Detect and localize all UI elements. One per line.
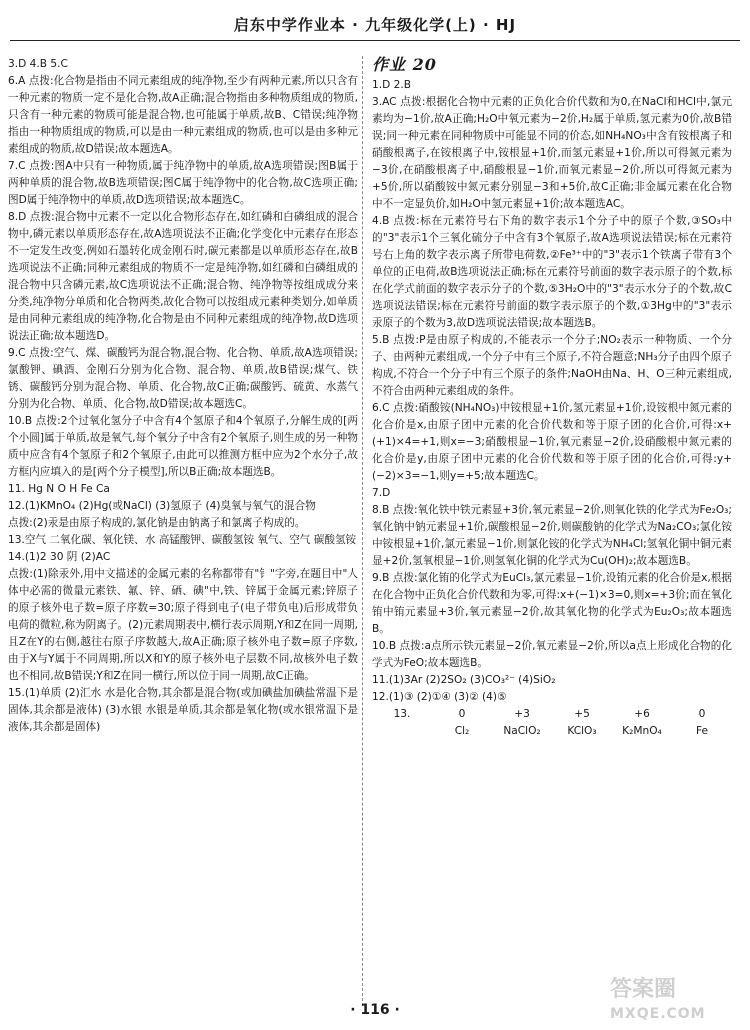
q13-label: 13. [393,708,411,720]
page-number: · 116 · [350,1002,400,1018]
answer-line: 12.(1)③ (2)①④ (3)② (4)⑤ [372,691,507,703]
chemical-formula: KClO₃ [567,725,597,737]
oxidation-state: 0 [458,708,466,720]
section-title: 作业 20 [372,56,437,74]
answer-line: 13.空气 二氧化碳、氧化镁、水 高锰酸钾、碳酸氢铵 氧气、空气 碳酸氢铵 [8,534,357,546]
answer-line: 3.D 4.B 5.C [8,58,68,70]
watermark-text: 答案圈 [610,977,677,1002]
answer-line: 5.B 点拨:P是由原子构成的,不能表示一个分子;NO₂表示一种物质、一个分子、由两种元素组成,一个分子中有三个原子,不符合题意;NH₃分子由四个原子构成,不符合一个分子中有三个原子的条件;NaOH由Na、H、O三种元素组成,不符合由两种元素组成的条件。 [372,334,732,397]
chemical-formula: Fe [695,725,709,737]
chemical-formula: NaClO₂ [503,725,541,737]
oxidation-state: +5 [574,708,590,720]
answer-line: 7.D [372,487,391,499]
answer-line: 3.AC 点拨:根据化合物中元素的正负化合价代数和为0,在NaCl和HCl中,氯元素均为−1价,故A正确;H₂O中氧元素为−2价,H₂属于单质,氢元素为0价,故B错误;同一种元素在同种物质中可能显不同的价态,如NH₄NO₃中含有铵根离子和硝酸根离子,在铵根离子中,铵根显+1价,而氢元素显+1价,所以可得氮元素为−3价,在硝酸根离子中,硝酸根显−1价,而氧元素显−2价,所以可得氮元素为+5价,所以硝酸铵中氮元素分别显−3和+5价,故C正确;非金属元素在化合物中不一定显负价,如H₂O中氢元素显+1价;故本题选AC。 [372,96,732,210]
watermark-url: MXQE.COM [610,1006,706,1022]
answer-line: 11.(1)3Ar (2)2SO₂ (3)CO₃²⁻ (4)Si̇O₂ [372,674,556,686]
answer-line: 8.B 点拨:氧化铁中铁元素显+3价,氧元素显−2价,则氧化铁的化学式为Fe₂O₃;氧化钠中钠元素显+1价,碳酸根显−2价,则碳酸钠的化学式为Na₂CO₃;氯化铵中铵根显+1价,氯元素显−1价,则氯化铵的化学式为NH₄Cl;氢氧化铜中铜元素显+2价,氢氧根显−1价,则氢氧化铜的化学式为Cu(OH)₂;故本题选B。 [372,504,732,567]
oxidation-state: 0 [698,708,706,720]
answer-line: 10.B 点拨:a点所示铁元素显−2价,氧元素显−2价,所以a点上形成化合物的化学式为FeO;故本题选B。 [372,640,732,669]
answer-line: 4.B 点拨:标在元素符号右下角的数字表示1个分子中的原子个数,③SO₃中的"3"表示1个三氧化硫分子中含有3个氧原子,故A选项说法错误;标在元素符号右上角的数字表示离子所带电荷数,②Fe³⁺中的"3"表示1个铁离子带有3个单位的正电荷,故B选项说法正确;标在元素符号前面的数字表示原子的个数,标在化学式前面的数字表示分子的个数,⑤3H₂O中的"3"表示水分子的个数,故C选项说法错误;标在元素符号前面的数字表示原子的个数,①3Hg中的"3"表示汞原子的个数为3,故D选项说法错误;故本题选B。 [372,215,732,329]
answer-line: 6.C 点拨:硝酸铵(NH₄NO₃)中铵根显+1价,氢元素显+1价,设铵根中氮元素的化合价是x,由原子团中元素的化合价代数和等于原子团的化合价,可得:x+(+1)×4=+1,则x=−3;硝酸根显−1价,氧元素显−2价,设硝酸根中氮元素的化合价是y,由原子团中元素的化合价代数和等于原子团的化合价,可得:y+(−2)×3=−1,则y=+5;故本题选C。 [372,402,732,482]
q13-block [372,706,732,740]
chemical-formula: K₂MnO₄ [622,725,662,737]
oxidation-state: +6 [634,708,650,720]
answer-line: 9.B 点拨:氯化铕的化学式为EuCl₃,氯元素显−1价,设铕元素的化合价是x,根据在化合物中正负化合价代数和为零,可得:x+(−1)×3=0,则x=+3价;而在氧化铕中铕元素显+3价,氧元素显−2价,故其氧化物的化学式为Eu₂O₃;故本题选B。 [372,572,732,635]
answer-line: 14.(1)2 30 阴 (2)AC [8,551,111,563]
answer-line: 6.A 点拨:化合物是指由不同元素组成的纯净物,至少有两种元素,所以只含有一种元素的物质一定不是化合物,故A正确;混合物指由多种物质组成的物质,只含有一种元素的物质可能是混合物,也可能属于单质,故B、C错误;纯净物指由一种物质组成的物质,可以是由一种元素组成的物质,也可以是由多种元素组成的物质,故D错误;故本题选A。 [8,75,358,155]
right-column [372,56,732,1006]
column-divider [362,56,363,1006]
answer-line: 点拨:(2)汞是由原子构成的,氯化钠是由钠离子和氯离子构成的。 [8,517,306,529]
header-rule [10,40,740,41]
page-header [0,0,750,48]
answer-line: 点拨:(1)除汞外,用中文描述的金属元素的名称都带有"钅"字旁,在题目中"人体中必需的微量元素铁、氟、锌、硒、碘"中,铁、锌属于金属元素;锌原子的原子核外电子数=原子序数=30;原子得到电子(电子带负电)后形成带负电荷的微粒,称为阴离子。(2)元素周期表中,横行表示周期,Y和Z在同一周期,且Z在Y的右侧,越往右原子序数越大,故A正确;原子核外电子数=原子序数,由于X与Y属于不同周期,所以X和Y的原子核外电子层数不同,故核外电子数也不相同,故B错误;Y和Z在同一横行,所以位于同一周期,故C正确。 [8,568,358,682]
answer-line: 10.B 点拨:2个过氧化氢分子中含有4个氢原子和4个氧原子,分解生成的[两个小圆]属于单质,故是氧气,每个氧分子中含有2个氧原子,则生成的另一种物质中应含有4个氢原子和2个氧原子,由此可以推测方框中应为2个水分子,故方框内应填入的是[两个分子模型],所以B正确;故本题选B。 [8,415,358,478]
answer-line: 15.(1)单质 (2)汇水 水是化合物,其余都是混合物(或加碘盐加碘盐常温下是固体,其余都是液体) (3)水银 水银是单质,其余都是氧化物(或水银常温下是液体,其余都是固体) [8,687,358,733]
oxidation-state: +3 [514,708,530,720]
left-column [8,56,358,1006]
answer-line: 9.C 点拨:空气、煤、碳酸钙为混合物,混合物、化合物、单质,故A选项错误;氯酸钾、碘酒、金刚石分别为化合物、混合物、单质,故B错误;煤气、铁锈、碳酸钙分别为混合物、单质、化合物,故C正确;碳酸钙、硫黄、水蒸气分别为化合物、单质、化合物,故D错误;故本题选C。 [8,347,358,410]
chemical-formula: Cl₂ [454,725,470,737]
watermark-logo [610,978,740,1026]
answer-line: 8.D 点拨:混合物中元素不一定以化合物形态存在,如红磷和白磷组成的混合物中,磷元素以单质形态存在,故A选项说法不正确;化学变化中元素存在形态不一定发生改变,例如石墨转化成金刚石时,碳元素都是以单质形态存在,故B选项说法不正确;同种元素组成的物质不一定是纯净物,如红磷和白磷组成的混合物中只含磷元素,故C选项说法不正确;混合物、纯净物等按组成成分来分类,纯净物分单质和化合物两类,故化合物可以按组成元素种类划分,如单质是由同种元素组成的纯净物,化合物是由不同种元素组成的纯净物,故D选项说法正确;故本题选D。 [8,211,358,342]
answer-line: 12.(1)KMnO₄ (2)Hg(或NaCl) (3)氢原子 (4)臭氧与氧气的混合物 [8,500,316,512]
answer-line: 11. Hg N O H Fe Ca [8,483,110,495]
answer-line: 7.C 点拨:图A中只有一种物质,属于纯净物中的单质,故A选项错误;图B属于两种单质的混合物,故B选项错误;图C属于纯净物中的化合物,故C选项正确;图D属于纯净物中的单质,故D选项错误;故本题选C。 [8,160,358,206]
book-title: 启东中学作业本 · 九年级化学(上) · HJ [233,16,517,34]
oxidation-row [372,706,732,723]
formula-row [372,723,732,740]
answer-line: 1.D 2.B [372,79,412,91]
